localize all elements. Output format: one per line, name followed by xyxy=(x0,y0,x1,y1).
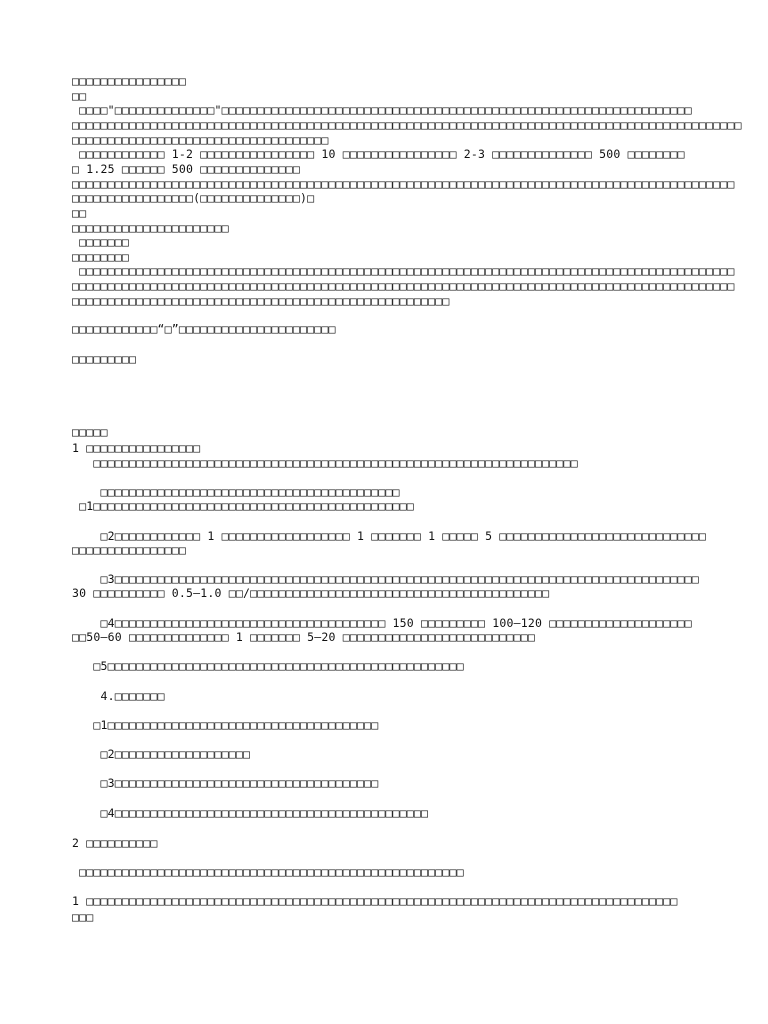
text-line: □5□□□□□□□□□□□□□□□□□□□□□□□□□□□□□□□□□□□□□□□□□□□□□□□□□□ xyxy=(72,659,464,673)
text-line: □□□□□□□□□ xyxy=(72,352,137,366)
text-line: □□□□□□□□ xyxy=(72,250,129,264)
text-line: □□□□□□□□□□□□□□□□□□□□□□□□□□□□□□□□□□□□□□□□□□□□□□□□□□□□□ xyxy=(72,294,450,308)
text-line: □1□□□□□□□□□□□□□□□□□□□□□□□□□□□□□□□□□□□□□□ xyxy=(72,718,379,732)
text-line: □□□□□□□□□□□□□□□□□□□□□□□□□□□□□□□□□□□□□□□□□□□□□□□□□□□□□□□□□□□□□□□□□□□□□□□□□□□□□□□□□□□□□□□□□□□□□□ xyxy=(72,118,742,132)
text-line: □□□□□□□□□□□□□□□□ xyxy=(72,543,186,557)
text-line: □□□□□□□□□□□□□□□□ xyxy=(72,74,186,88)
text-line: □ 1.25 □□□□□□ 500 □□□□□□□□□□□□□□ xyxy=(72,162,300,176)
text-line: □□□□□□□□□□□□□□□□□□□□□□□□□□□□□□□□□□□□□□□□□□□□□□□□□□□□□□□□□□□□□□□□□□□□□□□□□□□□□□□□□□□□□□□□□□□□ xyxy=(72,264,735,278)
text-line: □□50—60 □□□□□□□□□□□□□□ 1 □□□□□□□ 5—20 □□□□□□□□□□□□□□□□□□□□□□□□□□□ xyxy=(72,630,536,644)
text-line: □2□□□□□□□□□□□□□□□□□□□ xyxy=(72,747,251,761)
text-line: □□□□"□□□□□□□□□□□□□□"□□□□□□□□□□□□□□□□□□□□□□□□□□□□□□□□□□□□□□□□□□□□□□□□□□□□□□□□□□□□□□□□□□ xyxy=(72,103,692,117)
text-line: □□□□□□□□□□□□□□□□□□□□□□□□□□□□□□□□□□□□□□□□□□□□□□□□□□□□□□□□□□□□□□□□□□□□ xyxy=(72,456,578,470)
text-line: □□□□□□□□□□□□□□□□□(□□□□□□□□□□□□□□)□ xyxy=(72,191,315,205)
text-line: □□□□□□□□□□□□□□□□□□□□□□ xyxy=(72,221,229,235)
text-line: □□□□□ xyxy=(72,425,108,439)
text-line: □4□□□□□□□□□□□□□□□□□□□□□□□□□□□□□□□□□□□□□□ 150 □□□□□□□□□ 100—120 □□□□□□□□□□□□□□□□□□□□ xyxy=(72,616,692,630)
text-line: □□ xyxy=(72,89,87,103)
text-line: 1 □□□□□□□□□□□□□□□□ xyxy=(72,441,201,455)
text-line: □□□□□□□ xyxy=(72,235,129,249)
text-line: 2 □□□□□□□□□□ xyxy=(72,836,158,850)
text-line: 4.□□□□□□□ xyxy=(72,689,165,703)
text-line: □4□□□□□□□□□□□□□□□□□□□□□□□□□□□□□□□□□□□□□□□□□□□□ xyxy=(72,806,429,820)
text-line: □□□□□□□□□□□□□□□□□□□□□□□□□□□□□□□□□□□□□□□□□□ xyxy=(72,485,400,499)
text-line: □□□□□□□□□□□□□□□□□□□□□□□□□□□□□□□□□□□□□□□□□□□□□□□□□□□□□□□□□□□□□□□□□□□□□□□□□□□□□□□□□□□□□□□□□□□□□ xyxy=(72,279,735,293)
text-line: □□ xyxy=(72,206,87,220)
text-line: □□□□□□□□□□□□“□”□□□□□□□□□□□□□□□□□□□□□□ xyxy=(72,322,336,336)
text-line: 30 □□□□□□□□□□ 0.5—1.0 □□/□□□□□□□□□□□□□□□□□□□□□□□□□□□□□□□□□□□□□□□□□□ xyxy=(72,586,550,600)
text-line: □□□□□□□□□□□□ 1-2 □□□□□□□□□□□□□□□□ 10 □□□□□□□□□□□□□□□□ 2-3 □□□□□□□□□□□□□□ 500 □□□□□□□□ xyxy=(72,147,685,161)
text-line: □3□□□□□□□□□□□□□□□□□□□□□□□□□□□□□□□□□□□□□□□□□□□□□□□□□□□□□□□□□□□□□□□□□□□□□□□□□□□□□□□□□□ xyxy=(72,572,699,586)
text-line: □2□□□□□□□□□□□□ 1 □□□□□□□□□□□□□□□□□□ 1 □□□□□□□ 1 □□□□□ 5 □□□□□□□□□□□□□□□□□□□□□□□□□□□□□ xyxy=(72,529,706,543)
text-line: □□□ xyxy=(72,910,94,924)
text-line: □□□□□□□□□□□□□□□□□□□□□□□□□□□□□□□□□□□□□□□□□□□□□□□□□□□□□□ xyxy=(72,865,464,879)
text-line: 1 □□□□□□□□□□□□□□□□□□□□□□□□□□□□□□□□□□□□□□□□□□□□□□□□□□□□□□□□□□□□□□□□□□□□□□□□□□□□□□□□□□□ xyxy=(72,894,678,908)
text-line: □□□□□□□□□□□□□□□□□□□□□□□□□□□□□□□□□□□□ xyxy=(72,133,329,147)
text-line: □□□□□□□□□□□□□□□□□□□□□□□□□□□□□□□□□□□□□□□□□□□□□□□□□□□□□□□□□□□□□□□□□□□□□□□□□□□□□□□□□□□□□□□□□□□□□ xyxy=(72,177,735,191)
text-line: □3□□□□□□□□□□□□□□□□□□□□□□□□□□□□□□□□□□□□□ xyxy=(72,776,379,790)
text-line: □1□□□□□□□□□□□□□□□□□□□□□□□□□□□□□□□□□□□□□□□□□□□□□ xyxy=(72,499,414,513)
